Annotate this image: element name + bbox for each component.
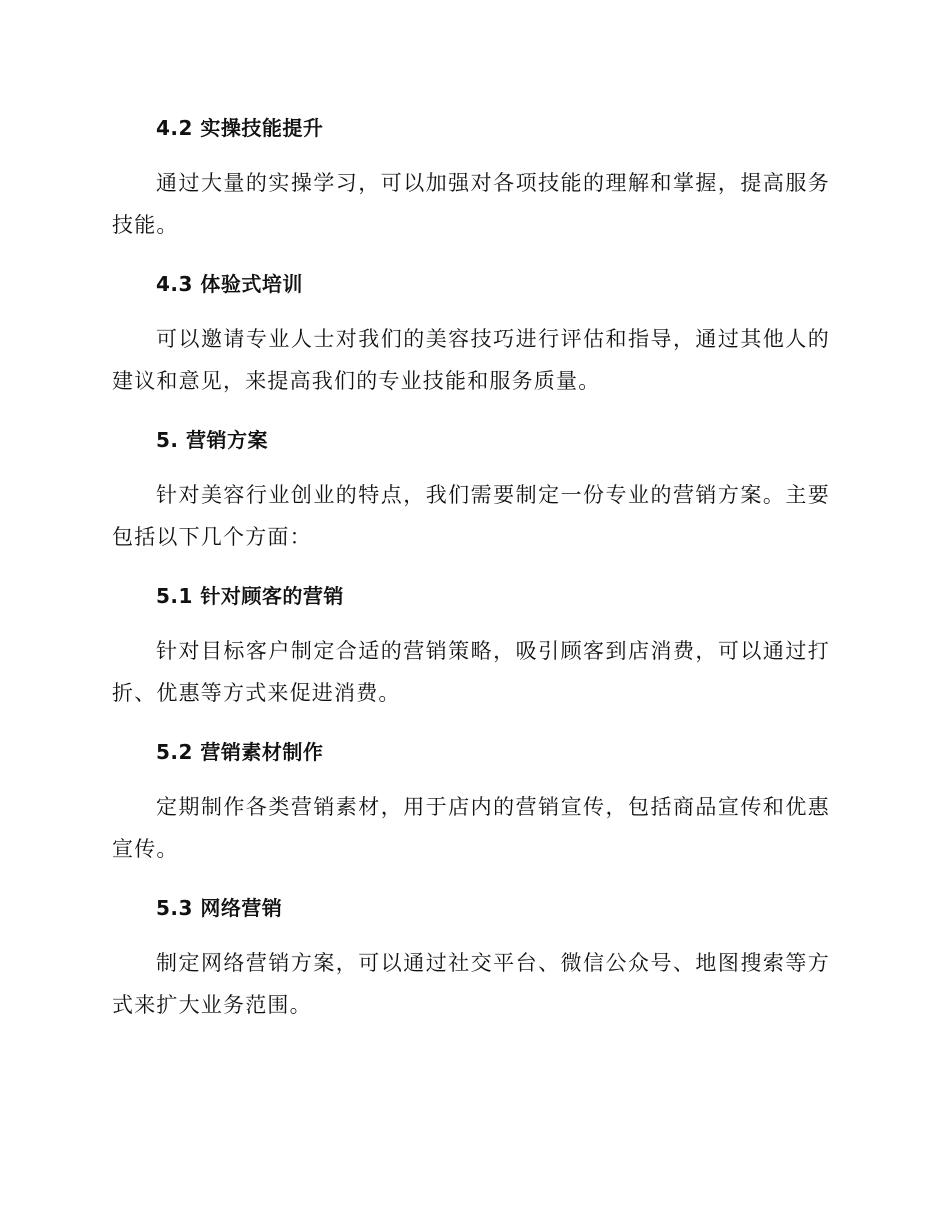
section-5-1 [112, 578, 830, 714]
section-5-2 [112, 734, 830, 870]
section-paragraph: 定期制作各类营销素材，用于店内的营销宣传，包括商品宣传和优惠宣传。 [112, 795, 830, 861]
section-5-3 [112, 890, 830, 1026]
section-heading: 5.2 营销素材制作 [156, 740, 324, 764]
section-paragraph: 针对目标客户制定合适的营销策略，吸引顾客到店消费，可以通过打折、优惠等方式来促进消费。 [112, 639, 830, 705]
section-heading: 4.3 体验式培训 [156, 272, 303, 296]
section-heading: 4.2 实操技能提升 [156, 116, 324, 140]
section-paragraph: 制定网络营销方案，可以通过社交平台、微信公众号、地图搜索等方式来扩大业务范围。 [112, 951, 830, 1017]
section-5 [112, 422, 830, 558]
section-heading: 5. 营销方案 [156, 428, 268, 452]
section-paragraph: 通过大量的实操学习，可以加强对各项技能的理解和掌握，提高服务技能。 [112, 171, 830, 237]
section-heading: 5.3 网络营销 [156, 896, 283, 920]
section-4-3 [112, 266, 830, 402]
section-4-2 [112, 110, 830, 246]
section-paragraph: 针对美容行业创业的特点，我们需要制定一份专业的营销方案。主要包括以下几个方面： [112, 483, 830, 549]
section-paragraph: 可以邀请专业人士对我们的美容技巧进行评估和指导，通过其他人的建议和意见，来提高我们的专业技能和服务质量。 [112, 327, 830, 393]
section-heading: 5.1 针对顾客的营销 [156, 584, 344, 608]
